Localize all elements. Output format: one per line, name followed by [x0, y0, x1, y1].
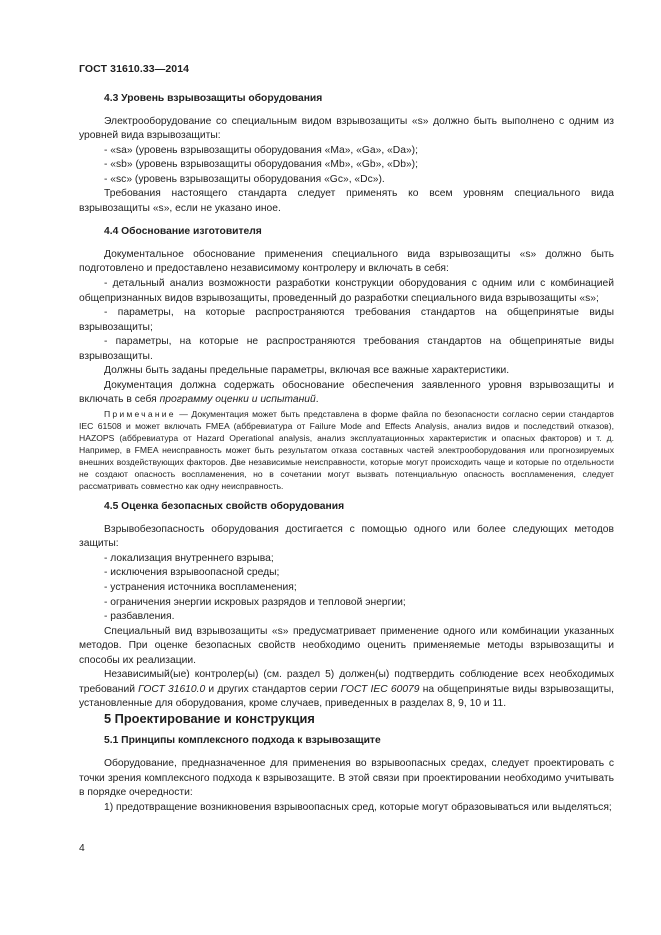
page-number: 4 — [79, 843, 85, 854]
standard-ref-gost-31610-0: ГОСТ 31610.0 — [138, 683, 206, 695]
doc-program-term: программу оценки и испытаний — [159, 394, 316, 406]
section-4-3-requirement: Требования настоящего стандарта следует применять ко всем уровням специального вида взрывозащиты «s», если не указано иное. — [79, 188, 614, 214]
section-5-title: 5 Проектирование и конструкция — [104, 710, 315, 726]
list-item: - детальный анализ возможности разработки конструкции оборудования с одним или с комбинацией общепризнанных видов взрывозащиты, проведенный до разработки специального вида взрывозащиты «s»; — [79, 278, 614, 304]
controller-text-a: Независимый(ые) контролер(ы) (см. раздел 5) должен(ы) подтвердить соблюдение всех необходимых требований — [79, 669, 614, 695]
list-item: - разбавления. — [104, 611, 175, 623]
doc-text-end: . — [315, 394, 319, 406]
list-item: - «sb» (уровень взрывозащиты оборудования «Mb», «Gb», «Db»); — [104, 159, 418, 171]
page-content — [79, 92, 614, 815]
section-4-4-limits: Должны быть заданы предельные параметры, включая все важные характеристики. — [104, 365, 510, 377]
note-label: Примечание — [104, 408, 176, 419]
list-item: - локализация внутреннего взрыва; — [104, 552, 274, 564]
section-4-5-methods: Специальный вид взрывозащиты «s» предусматривает применение одного или комбинации указанных методов. При оценке безопасных свойств необходимо оценить применяемые методы взрывозащиты и способы их реализации. — [79, 625, 614, 666]
doc-text: Документация должна содержать обоснование обеспечения заявленного уровня взрывозащиты и включать в себя — [79, 379, 614, 406]
section-5-1-intro: Оборудование, предназначенное для применения во взрывоопасных средах, следует проектировать с точки зрения комплексного подхода к взрывозащите. В этой связи при проектировании необходимо учитывать в порядке очередности: — [79, 758, 614, 799]
section-4-5-controller — [79, 668, 614, 712]
standard-ref-gost-iec-60079: ГОСТ IEC 60079 — [340, 683, 420, 695]
note — [79, 408, 614, 492]
section-4-3-title: 4.3 Уровень взрывозащиты оборудования — [104, 93, 323, 104]
section-5-1-title: 5.1 Принципы комплексного подхода к взрывозащите — [104, 735, 381, 747]
document-header: ГОСТ 31610.33—2014 — [79, 63, 190, 75]
list-item: - параметры, на которые не распространяются требования стандартов на общепринятые виды взрывозащиты. — [79, 336, 614, 362]
list-item: - «sa» (уровень взрывозащиты оборудования «Ma», «Ga», «Da»); — [104, 144, 418, 156]
section-4-4-documentation — [79, 379, 614, 408]
list-item: 1) предотвращение возникновения взрывоопасных сред, которые могут образовываться или выделяться; — [104, 801, 612, 813]
controller-text-c: на общепринятые виды взрывозащиты, установленные для оборудования, кроме случаев, приведенных в разделах 8, 9, 10 и 11. — [79, 683, 615, 710]
list-item: - «sc» (уровень взрывозащиты оборудования «Gc», «Dc»). — [104, 173, 385, 185]
controller-text-b: и других стандартов серии — [205, 683, 341, 695]
section-4-3-intro: Электрооборудование со специальным видом взрывозащиты «s» должно быть выполнено с одним из уровней вида взрывозащиты: — [79, 115, 614, 142]
note-text: — Документация может быть представлена в форме файла по безопасности согласно серии стандартов IEC 61508 и может включать FMEA (аббревиатура от Failure Mode and Effects Analysis, анализ видов и последствий отказов), HAZOPS (аббревиатура от Hazard Operational analysis, анализ эксплуатационных характеристик и опасных факторов) и т. д. Например, в FMEA неисправность может быть результатом отказа составных частей электрооборудования или прогнозируемых внешних воздействующих факторов. Две независимые неисправности, которые могут происходить чаще и которые по отдельности не создают опасность воспламенения, но в сочетании могут вызвать потенциальную опасность воспламенения, следует рассматривать совместно как одну неисправность. — [79, 408, 614, 492]
list-item: - исключения взрывоопасной среды; — [104, 567, 280, 579]
section-4-5-intro: Взрывобезопасность оборудования достигается с помощью одного или более следующих методов защиты: — [79, 523, 614, 550]
list-item: - устранения источника воспламенения; — [104, 582, 297, 593]
section-4-4-title: 4.4 Обоснование изготовителя — [104, 226, 262, 238]
list-item: - параметры, на которые распространяются требования стандартов на общепринятые виды взрывозащиты; — [79, 307, 614, 333]
list-item: - ограничения энергии искровых разрядов и тепловой энергии; — [104, 596, 406, 608]
section-4-4-intro: Документальное обоснование применения специального вида взрывозащиты «s» должно быть подготовлено и предоставлено независимому контролеру и включать в себя: — [79, 248, 614, 275]
section-4-5-title: 4.5 Оценка безопасных свойств оборудования — [104, 501, 345, 513]
